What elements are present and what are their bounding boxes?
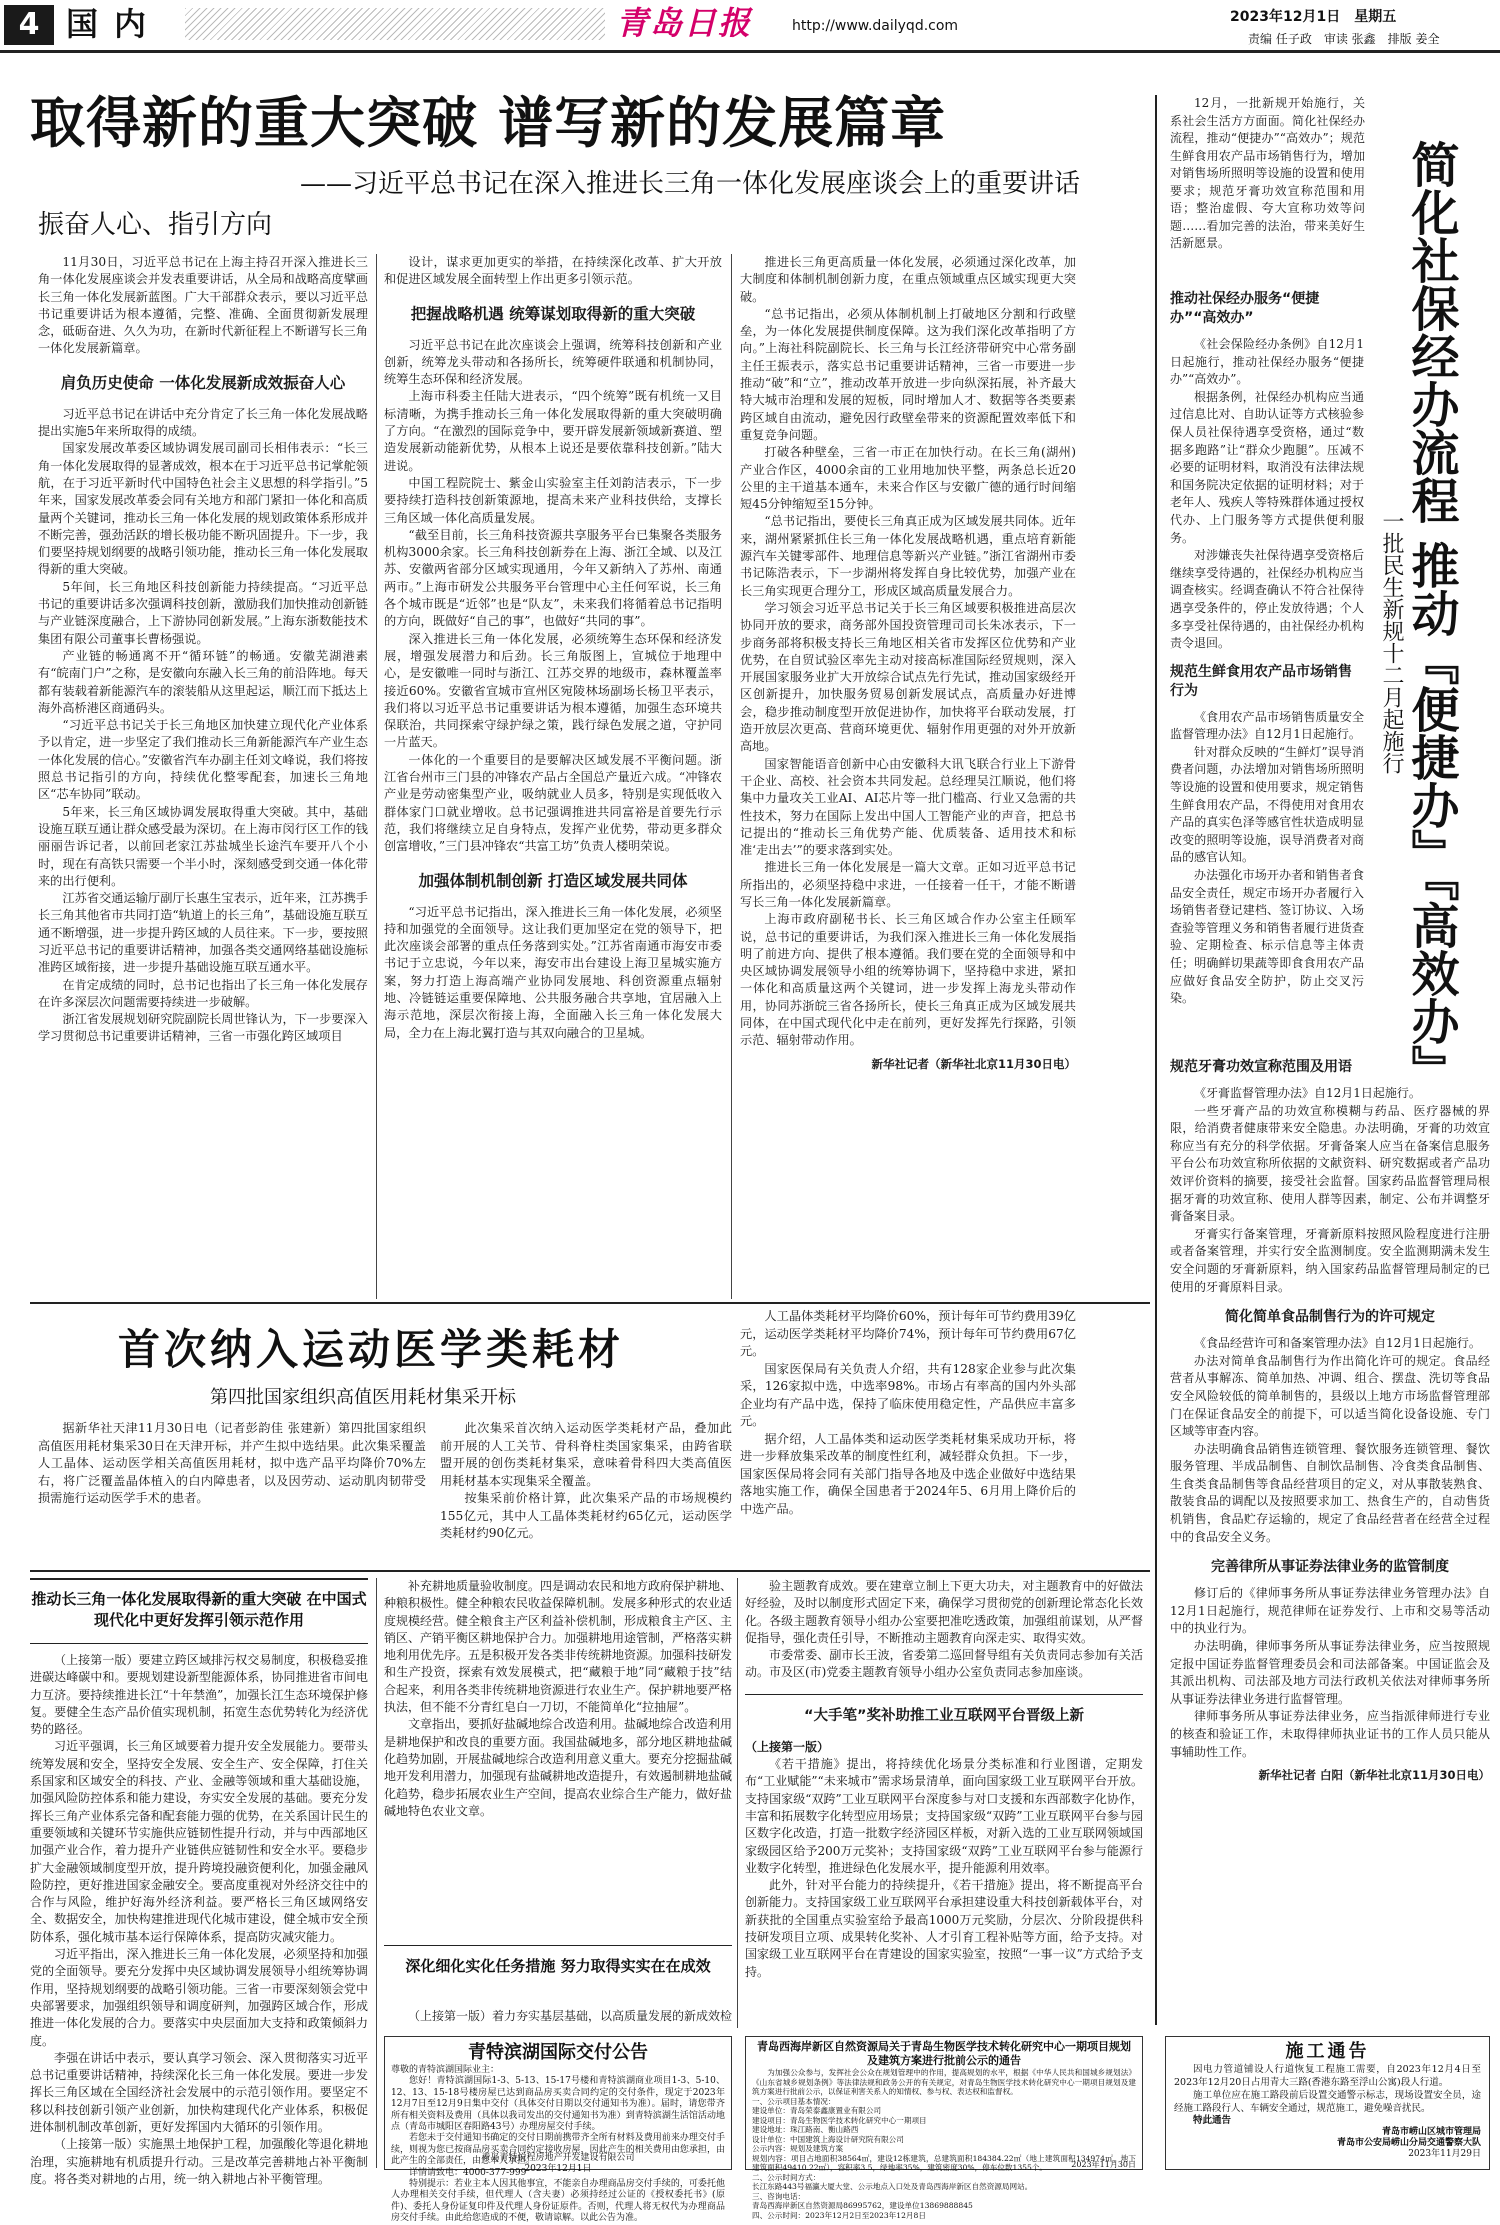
paragraph: 推进长三角一体化发展是一篇大文章。正如习近平总书记所指出的，必须坚持稳中求进，一任接着一任干，才能不断谱写长三角一体化发展新篇章。 <box>740 860 1076 909</box>
second-col-3 <box>740 1308 1076 1563</box>
paragraph: 牙膏实行备案管理，牙膏新原料按照风险程度进行注册或者备案管理，并实行安全监测制度。安全监测期满未发生安全问题的牙膏新原料，纳入国家药品监督管理局制定的已使用的牙膏原料目录。 <box>1170 1226 1490 1294</box>
paragraph: （上接第一版）实施黑土地保护工程，加强酸化等退化耕地治理，实施耕地有机质提升行动。三是改革完善耕地占补平衡制度。将各类对耕地的占用，统一纳入耕地占补平衡管理。 <box>30 2137 368 2186</box>
page-header <box>0 0 1500 50</box>
paragraph: “习近平总书记指出，深入推进长三角一体化发展，必须坚持和加强党的全面领导。这让我们更加坚定在党的领导下，把此次座谈会部署的重点任务落到实处。”江苏省南通市海安市委书记于立忠说，今年以来，海安市出台建设上海卫星城实施方案，努力打造上海高端产业协同发展地、科创资源重点辐射地、冷链链运重要保障地、公共服务融合共享地，宜居融入上海示范地，深层次衔接上海，全面融入长三角一体化发展大局，全力在上海北翼打造与其双向融合的卫星城。 <box>384 904 722 1040</box>
cont2-subhead: “大手笔”奖补助推工业互联网平台晋级上新 <box>745 1694 1143 1727</box>
section-rule <box>30 1570 1150 1572</box>
header-hatch <box>185 8 605 40</box>
sidebar-subtitle: 一批民生新规十二月起施行 <box>1379 510 1404 774</box>
paragraph: 上海市政府副秘书长、长三角区域合作办公室主任顾军说，总书记的重要讲话，为我们深入推进长三角一体化发展指明了前进方向、提供了根本遵循。我们要在党的全面领导和中央区域协调发展领导小组的统筹协调下，坚持稳中求进，紧扣一体化和高质量这两个关键词，进一步发挥上海龙头带动作用，协同苏浙皖三省各扬所长，使长三角真正成为区域发展共同体，在中国式现代化中走在前列，更好发挥先行探路，引领示范、辐射带动作用。 <box>740 912 1076 1048</box>
paragraph: 学习领会习近平总书记关于长三角区域要积极推进高层次协同开放的要求，商务部外国投资管理司司长朱冰表示，下一步商务部将积极支持长三角地区相关省市发挥区位优势和产业优势，在自贸试验区率先主动对接高标准国际经贸规则，深入开展国家服务业扩大开放综合试点先行先试，推动国家级经开区创新提升，加快服务贸易创新发展试点，高质量办好进博会，稳步推动制度型开放促进协作，加快将平台联动发展，打造开放层次更高、营商环境更优、辐射作用更强的对外开放新高地。 <box>740 600 1076 754</box>
paragraph: 国家智能语音创新中心由安徽科大讯飞联合行业上下游骨干企业、高校、社会资本共同发起。总经理吴江顺说，他们将集中力量攻关工业AI、AI芯片等一批门槛高、行业又急需的共性技术，努力在国际上发出中国人工智能产业的声音，把总书记提出的“推动长三角优势产能、优质装备、适用技术和标准‘走出去’”的要求落到实处。 <box>740 756 1076 858</box>
lead-col-1 <box>38 254 368 1299</box>
cont1-headline: 推动长三角一体化发展取得新的重大突破 在中国式现代化中更好发挥引领示范作用 <box>31 1590 367 1629</box>
paragraph: 根据条例，社保经办机构应当通过信息比对、自助认证等方式核验参保人员社保待遇享受资格，通过“数据多跑路”让“群众少跑腿”。压减不必要的证明材料，取消没有法律法规和国务院决定依据的证明材料；对于老年人、残疾人等特殊群体通过授权代办、上门服务等方式提供便利服务。 <box>1170 389 1364 545</box>
paragraph: 详情请致电：4000-377-999 <box>409 2167 527 2178</box>
cont1-col-2 <box>384 1578 732 1938</box>
paragraph: 国家发展改革委区域协调发展司副司长相伟表示：“长三角一体化发展取得的显著成效，根本在于习近平总书记掌舵领航，在于习近平新时代中国特色社会主义思想的科学指引。”5年来，国家发展改革委会同有关地方和部门紧扣一体化和高质量两个关键词，推动长三角一体化发展的规划政策体系形成并不断完善，强劲活跃的增长极功能不断巩固提升。下一步，我们要坚持规划纲要的战略引领功能，推动长三角一体化发展取得新的重大突破。 <box>38 441 368 577</box>
header-rule <box>0 50 1500 53</box>
second-col-2 <box>440 1420 732 1560</box>
paragraph: 补充耕地质量验收制度。四是调动农民和地方政府保护耕地、种粮积极性。健全种粮农民收益保障机制。发展多种形式的农业适度规模经营。健全粮食主产区利益补偿机制，形成粮食主产区、主销区、产销平衡区耕地保护合力。加强耕地用途管制，严格落实耕地利用优先序。五是积极开发各类非传统耕地资源。加强科技研发和生产投资，探索有效发展模式，把“藏粮于地”同“藏粮于技”结合起来，利用各类非传统耕地资源进行农业生产。保护耕地要严格执法，但不能不分青红皂白一刀切，不能简单化“拉抽屉”。 <box>384 1579 733 1715</box>
cont1-headline-box <box>30 1578 368 1644</box>
paragraph: 习近平强调，长三角区域要着力提升安全发展能力。要带头统筹发展和安全，坚持安全发展、安全生产、安全保障，打住关系国家和区域安全的科技、产业、金融等领域和重大基础设施，加强风险防控体系和能力建设，夯实安全发展的基础。要充分发挥长三角产业体系完备和配套能力强的优势，在关系国计民生的重要领域和关键环节实施供应链韧性提升行动，并与中西部地区加强产业合作，着力提升产业链供应链韧性和安全水平。要稳步扩大金融领域制度型开放，提升跨境投融资便利化，加强金融风险防控，更好推进国家金融安全。要高度重视对外经济交往中的合作与风险，维护好海外经济利益。要严格长三角区域网络安全、数据安全，加快构建推进现代化城市建设，健全城市安全预防体系，强化城市基本运行保障体系，提高防灾减灾能力。 <box>30 1739 368 1944</box>
lead-headline: 取得新的重大突破 谱写新的发展篇章 <box>30 91 947 155</box>
page-number: 4 <box>4 5 54 45</box>
paragraph: 5年来，长三角区域协调发展取得重大突破。其中，基础设施互联互通让群众感受最为深切。在上海市闵行区工作的钱丽丽告诉记者，以前回老家江苏盐城坐长途汽车要开八个小时，现在有高铁只需要一个半小时，深刻感受到交通一体化带来的出行便利。 <box>38 804 368 888</box>
cont2-col <box>745 1578 1143 2028</box>
paragraph: 国家医保局有关负责人介绍，共有128家企业参与此次集采，126家拟中选，中选率98%。市场占有率高的国内外头部企业均有产品中选，保持了临床使用稳定性，产品供应丰富多元。 <box>740 1361 1076 1428</box>
paragraph: 中国工程院院士、紫金山实验室主任刘韵洁表示，下一步要持续打造科技创新策源地，提高未来产业科技供给，支撑长三角区域一体化高质量发展。 <box>384 475 722 525</box>
second-col-1 <box>38 1420 426 1560</box>
paragraph: 江苏省交通运输厅副厅长惠生宝表示，近年来，江苏携手长三角其他省市共同打造“轨道上的长三角”，基础设施互联互通不断增强，进一步提升跨区域的人员往来。下一步，要按照习近平总书记的重要讲话精神，加强各类交通网络基础设施标准跨区域衔接，进一步提升基础设施互联互通水平。 <box>38 891 368 975</box>
paragraph: 浙江省发展规划研究院副院长周世锋认为，下一步要深入学习贯彻总书记重要讲话精神，三省一市强化跨区域项目 <box>38 1012 368 1044</box>
paragraph: 打破各种壁垒，三省一市正在加快行动。在长三角(湖州)产业合作区，4000余亩的工业用地加快平整，两条总长近20公里的主干道基本通车，未来合作区与安徽广德的通行时间缩短45分钟缩短至15分钟。 <box>740 445 1076 512</box>
paragraph: 因电力管道铺设人行道恢复工程施工需要，自2023年12月4日至2023年12月20日占用青大三路(香港东路至浮山公寓)段人行道。 <box>1174 2064 1481 2088</box>
paragraph: 青岛西海岸新区自然资源局86995762，建设单位13869888845 <box>752 2201 973 2210</box>
sidebar-body-1 <box>1170 290 1364 1050</box>
ad-signer: 青岛青特悦程房地产开发建设有限公司 <box>481 2153 635 2163</box>
paragraph: 办法明确，律师事务所从事证券法律业务，应当按照规定报中国证券监督管理委员会和司法部备案。中国证监会及其派出机构、司法部及地方司法行政机关依法对律师事务所从事证券法律业务进行监督管理。 <box>1170 1639 1490 1706</box>
paragraph: 习近平指出，深入推进长三角一体化发展，必须坚持和加强党的全面领导。要充分发挥中央区域协调发展领导小组统筹协调作用，坚持规划纲要的战略引领功能。三省一市要深刻领会党中央部署要求，加强组织领导和调度研判，加强跨区域合作，形成推进一体化发展的合力。要落实中央层面加大支持和政策倾斜力度。 <box>30 1947 368 2048</box>
paragraph: 《食品经营许可和备案管理办法》自12月1日起施行。 <box>1194 1336 1481 1351</box>
paragraph: “截至目前，长三角科技资源共享服务平台已集聚各类服务机构3000余家。长三角科技创新券在上海、浙江全域、以及江苏、安徽两省部分区域实现通用，今年又新纳入了苏州、南通两市。”上海市研发公共服务平台管理中心主任何军说，长三角各个城市既是“近邻”也是“队友”，未来我们将循着总书记指明的方向，既做好“自己的事”，也做好“共同的事”。 <box>384 527 722 629</box>
editor-credits: 责编 任子政 审读 张鑫 排版 姜全 <box>1248 32 1440 46</box>
paragraph: （上接第一版）着力夯实基层基础，以高质量发展的新成效检 <box>408 2009 733 2023</box>
ad-signer: 青岛市公安局崂山分局交通警察大队 <box>1336 2138 1481 2148</box>
paragraph: 在肯定成绩的同时，总书记也指出了长三角一体化发展存在许多深层次问题需要持续进一步破解。 <box>38 977 368 1009</box>
sidebar-subhead: 规范生鲜食用农产品市场销售行为 <box>1170 663 1352 699</box>
paragraph: 建设地址：珠江路南、衡山路西 <box>752 2125 859 2134</box>
paragraph: 按集采前价格计算，此次集采产品的市场规模约155亿元，其中人工晶体类耗材约65亿元，运动医学类耗材约90亿元。 <box>440 1491 732 1540</box>
sidebar-divider <box>1155 95 1157 2025</box>
paragraph: 律师事务所从事证券法律业务，应当指派律师进行专业的核查和验证工作，未取得律师执业证书的工作人员只能从事辅助性工作。 <box>1170 1709 1490 1759</box>
paragraph: 深入推进长三角一体化发展，必须统筹生态环保和经济发展，增强发展潜力和后劲。长三角版图上，宣城位于地理中心，是安徽唯一同时与浙江、江苏交界的地级市，森林覆盖率接近60%。安徽省宣城市宣州区宛陵林场副场长杨卫平表示，我们将以习近平总书记重要讲话为根本遵循，加强生态环境共保联治，共同探索守绿护绿之策，践行绿色发展之道，守护同一片蓝天。 <box>384 631 722 750</box>
paragraph: “习近平总书记关于长三角地区加快建立现代化产业体系予以肯定，进一步坚定了我们推动长三角新能源汽车产业生态一体化发展的信心。”安徽省汽车办副主任刘文峰说，我们将按照总书记指引的方向，持续优化整零配套，加速长三角地区“芯车协同”联动。 <box>38 718 368 802</box>
sidebar-subhead: 简化简单食品制售行为的许可规定 <box>1225 1309 1435 1326</box>
paragraph: 据新华社天津11月30日电（记者彭韵佳 张建新）第四批国家组织高值医用耗材集采30日在天津开标，并产生拟中选结果。此次集采覆盖人工晶体、运动医学相关高值医用耗材，拟中选产品平均降价70%左右，将广泛覆盖晶体植入的白内障患者，以及因劳动、运动肌肉韧带受损需施行运动医学手术的患者。 <box>38 1421 426 1505</box>
cont1-col-1 <box>30 1652 368 2186</box>
paragraph: 办法明确食品销售连锁管理、餐饮服务连锁管理、餐饮服务管理、半成品制售、自制饮品制售、冷食类食品制售、生食类食品制售等食品经营项目的定义，对从事散装熟食、散装食品的调配以及按照要求加工、热食生产的，自动售货机销售，食品贮存运输的，规定了食品经营者在经营全过程中的食品安全义务。 <box>1170 1441 1490 1544</box>
paragraph: 《食用农产品市场销售质量安全监督管理办法》自12月1日起施行。 <box>1170 709 1364 742</box>
ad-planning-notice <box>745 2036 1143 2220</box>
paragraph: “总书记指出，必须从体制机制上打破地区分割和行政壁垒，为一体化发展提供制度保障。这为我们深化改革指明了方向。”上海社科院副院长、长三角与长江经济带研究中心常务副主任王振表示，落实总书记重要讲话精神，三省一市要进一步推动“破”和“立”，推动改革开放进一步向纵深拓展，补齐最大特大城市治理和发展的短板，同时增加人才、数据等各类要素跨区域自由流动，避免因行政壁垒带来的资源配置效率低下和重复竞争问题。 <box>740 306 1076 442</box>
paragraph: 一、公示项目基本情况： <box>752 2096 836 2106</box>
issue-date <box>1230 6 1396 26</box>
ad-date: 2023年11月29日 <box>1408 2149 1481 2159</box>
paragraph: （上接第一版）要建立跨区域排污权交易制度，积极稳妥推进碳达峰碳中和。要规划建设新型能源体系，协同推进省市间电力互济。要持续推进长江“十年禁渔”，加强长江生态环境保护修复。要健全生态产品价值实现机制，拓宽生态优势转化为经济优势的路径。 <box>30 1653 368 1737</box>
paragraph: 一体化的一个重要目的是要解决区域发展不平衡问题。浙江省台州市三门县的冲锋农产品占全国总产量近六成。“冲锋农产业是劳动密集型产业，吸纳就业人员多，特别是实现低收入群体家门口就业增收。总书记强调推进共同富裕是首要先行示范，我们将继续立足自身特点，发挥产业优势，带动更多群众创富增收，”三门县冲锋农“共富工坊”负责人楼明荣说。 <box>384 752 722 854</box>
sidebar-byline: 新华社记者 白阳（新华社北京11月30日电） <box>1258 1768 1490 1783</box>
ad-notice: 特此通告 <box>1193 2115 1232 2126</box>
paragraph: 尊敬的青特滨湖国际业主： <box>391 2065 500 2075</box>
ad-construction-notice <box>1165 2036 1490 2170</box>
paragraph: 二、公示时间方式： <box>752 2172 821 2182</box>
ad-date: 2023年11月30日 <box>1071 2160 1136 2169</box>
paragraph: 规划内容：项目占地面积38564㎡，建设12栋建筑，总建筑面积184384.22㎡（地上建筑面积134974㎡，地下建筑面积49410.22㎡），容积率3.5，绿地率35%，建筑密度30%，停车位数1355个。 <box>752 2153 1136 2172</box>
column-divider <box>376 1578 377 2168</box>
sidebar-subhead: 完善律所从事证券法律业务的监管制度 <box>1211 1559 1449 1576</box>
paragraph: 对涉嫌丧失社保待遇享受资格后继续享受待遇的，社保经办机构应当调查核实。经调查确认不符合社保待遇享受条件的，停止发放待遇；个人多享受社保待遇的，由社保经办机构责令退回。 <box>1170 548 1364 651</box>
lead-deck-2: 振奋人心、指引方向 <box>38 210 273 240</box>
column-divider <box>376 254 377 1299</box>
paragraph: 四、公示时间：2023年12月2日至2023年12月8日 <box>752 2210 926 2220</box>
paragraph: 建设项目：青岛生物医学技术转化研究中心一期项目 <box>752 2115 927 2125</box>
paragraph: 修订后的《律师事务所从事证券法律业务管理办法》自12月1日起施行，规范律师在证券发行、上市和交易等活动中的执业行为。 <box>1170 1586 1490 1636</box>
sidebar-intro <box>1170 95 1365 280</box>
paragraph: 此次集采首次纳入运动医学类耗材产品，叠加此前开展的人工关节、骨科脊柱类国家集采，由跨省联盟开展的创伤类耗材集采，意味着骨科四大类高值医用耗材基本实现集采全覆盖。 <box>440 1421 732 1488</box>
weekday-text: 星期五 <box>1354 9 1397 25</box>
lead-byline: 新华社记者（新华社北京11月30日电） <box>871 1056 1076 1071</box>
sidebar-subhead: 推动社保经办服务“便捷办”“高效办” <box>1170 291 1320 326</box>
lead-subhead-3: 加强体制机制创新 打造区域发展共同体 <box>418 871 688 890</box>
paragraph: 李强在讲话中表示，要认真学习领会、深入贯彻落实习近平总书记重要讲话精神，持续深化长三角一体化发展。要进一步发挥长三角区域在全国经济社会发展中的示范引领作用。要坚定不移以科技创新引领产业创新，加快构建现代化产业体系，积极促进体制机制改革创新，更好发挥国内大循环的引领作用。 <box>30 2050 368 2135</box>
lead-col-2 <box>384 254 722 1299</box>
lead-subhead-2: 把握战略机遇 统筹谋划取得新的重大突破 <box>410 304 696 323</box>
paragraph: 办法对简单食品制售行为作出简化许可的规定。食品经营者从事解冻、简单加热、冲调、组合、摆盘、洗切等食品安全风险较低的简单制售的，县级以上地方市场监督管理部门在保证食品安全的前提下，可以适当简化设备设施、专门区域等审查内容。 <box>1170 1353 1490 1439</box>
lead-col-3 <box>740 254 1076 1299</box>
paragraph: 习近平总书记在此次座谈会上强调，统筹科技创新和产业创新，统筹龙头带动和各扬所长，统筹硬件联通和机制协同，统筹生态环保和经济发展。 <box>384 337 722 387</box>
website-url[interactable]: http://www.dailyqd.com <box>792 18 959 34</box>
masthead-logo: 青岛日报 <box>616 4 753 42</box>
paragraph: 三、咨询电话： <box>752 2191 806 2201</box>
column-divider <box>731 254 732 1299</box>
paragraph: 习近平总书记在讲话中充分肯定了长三角一体化发展战略提出实施5年来所取得的成绩。 <box>38 406 368 439</box>
sidebar-body-2 <box>1170 1058 1490 2033</box>
sidebar-title: 简化社保经办流程 推动『便捷办』『高效办』 <box>1403 140 1459 1093</box>
paragraph: 产业链的畅通离不开“循环链”的畅通。安徽芜湖港素有“皖南门户”之称，是安徽向东融入长三角的前沿阵地。每天都有装载着新能源汽车的滚装船从这里起运，顺江而下抵达上海外高桥港区商通码头。 <box>38 648 368 715</box>
paragraph: 《若干措施》提出，将持续优化场景分类标准和行业图谱，定期发布“工业赋能”“未来城市”需求场景清单，面向国家级工业互联网平台开放。支持国家级“双跨”工业互联网平台深度参与对口支援和东西部数字化协作，丰富和拓展数字化转型应用场景；支持国家级“双跨”工业互联网平台参与园区数字化改造，打造一批数字经济园区样板，对新入选的工业互联网领域国家级园区给予200万元奖补；支持国家级“双跨”工业互联网平台参与能源行业数字化转型，推进绿色化发展水平，提升能源利用效率。 <box>745 1757 1143 1875</box>
paragraph: 一些牙膏产品的功效宣称模糊与药品、医疗器械的界限，给消费者健康带来安全隐患。办法明确，牙膏的功效宣称应当有充分的科学依据。牙膏备案人应当在备案信息服务平台公布功效宣称所依据的文献资料、研究数据或者产品功效评价资料的摘要，接受社会监督。国家药品监督管理局根据牙膏的功效宣称、使用人群等因素，制定、公布并调整牙膏备案目录。 <box>1170 1103 1490 1224</box>
paragraph: “总书记指出，要使长三角真正成为区域发展共同体。近年来，湖州紧紧抓住长三角一体化发展战略机遇，重点培育新能源汽车关键零部件、地理信息等新兴产业链。”浙江省湖州市委书记陈浩表示，下一步湖州将发挥自身比较优势，加强产业在长三角实现更合理分工，形成区域高质量发展合力。 <box>740 514 1076 598</box>
paragraph: 您好！青特滨湖国际1-3、5-13、15-17号楼和青特滨湖商业项目1-3、5-10、12、13、15-18号楼房屋已达到商品房买卖合同约定的交付条件，现定于2023年12月7日至12月9日集中交付（具体交付日期以交付通知书为准）。届时，请您带齐所有相关资料及费用（具体以我司发出的交付通知书为准）到青特滨湖生活馆活动地点（青岛市城阳区春阳路43号）办理房屋交付手续。 <box>391 2076 725 2133</box>
lead-deck: ——习近平总书记在深入推进长三角一体化发展座谈会上的重要讲话 <box>300 169 1081 199</box>
section-rule <box>30 1302 1150 1304</box>
paragraph: 验主题教育成效。要在建章立制上下更大功夫，对主题教育中的好做法好经验，及时以制度形式固定下来，确保学习贯彻党的创新理论常态化长效化。各级主题教育领导小组办公室要把准吃透政策，加强组前谋划，从严督促指导，强化责任引导，不断推动主题教育向深走实、取得实效。 <box>745 1579 1143 1645</box>
paragraph: 特别提示：若业主本人因其他事宜，不能亲自办理商品房交付手续的，可委托他人办理相关交付手续，但代理人（含夫妻）必须持经过公证的《授权委托书》(原件)、委托人身份证复印件及代理人身份证原件。否则，代理人将无权代为办理商品房交付手续。由此给您造成的不便，敬请谅解。以此公告为准。 <box>391 2179 725 2224</box>
paragraph: 上海市科委主任陆大进表示，“四个统筹”既有机统一又目标清晰，为携手推动长三角一体化发展取得新的重大突破明确了方向。“在激烈的国际竞争中，要开辟发展新领域新赛道、塑造发展新动能新优势，从根本上说还是要依靠科技创新。”陆大进说。 <box>384 389 722 473</box>
paragraph: 文章指出，要抓好盐碱地综合改造利用。盐碱地综合改造利用是耕地保护和改良的重要方面。我国盐碱地多，部分地区耕地盐碱化趋势加剧，开展盐碱地综合改造利用意义重大。要充分挖掘盐碱地开发利用潜力，加强现有盐碱耕地改造提升，有效遏制耕地盐碱化趋势，稳步拓展农业生产空间，提高农业综合生产能力，做好盐碱地特色农业文章。 <box>384 1717 733 1818</box>
ad-date: 2023年12月1日 <box>524 2164 592 2174</box>
ad-body <box>1174 2063 1481 2115</box>
date-text: 2023年12月1日 <box>1230 9 1341 25</box>
ad-delivery-notice <box>384 2036 732 2224</box>
ad-title: 青岛西海岸新区自然资源局关于青岛生物医学技术转化研究中心一期项目规划及建筑方案进行批前公示的通告 <box>757 2040 1131 2067</box>
second-subhead: 第四批国家组织高值医用耗材集采开标 <box>210 1387 516 1408</box>
paragraph: 5年间，长三角地区科技创新能力持续提高。“习近平总书记的重要讲话多次强调科技创新，激励我们加快推动创新链与产业链深度融合，上下游协同创新发展。”上海东浙数能技术集团有限公司董事长曹杨强说。 <box>38 579 368 646</box>
paragraph: 若您未于交付通知书确定的交付日期前携带齐全所有材料及费用前来办理交付手续，则视为您已按商品房买卖合同约定接收房屋，因此产生的相关费用由您承担，由此产生的全部责任，由您本人承担。 <box>391 2133 725 2167</box>
paragraph: 办法强化市场开办者和销售者食品安全责任，规定市场开办者履行入场销售者登记建档、签订协议、入场查验等管理义务和销售者履行进货查验、定期检查、标示信息等主体责任；明确鲜切果蔬等即食食用农产品应做好食品安全防护，防止交叉污染。 <box>1170 868 1364 1006</box>
cont1-closing-headline: 深化细化实化任务措施 努力取得实实在在成效 <box>384 1945 732 2005</box>
paragraph: 人工晶体类耗材平均降价60%，预计每年可节约费用39亿元，运动医学类耗材平均降价74%，预计每年可节约费用67亿元。 <box>740 1309 1076 1358</box>
sidebar-subhead: 规范牙膏功效宣称范围及用语 <box>1170 1059 1352 1075</box>
column-divider <box>737 1578 738 2028</box>
ad-title: 青特滨湖国际交付公告 <box>468 2042 648 2063</box>
paragraph: 据介绍，人工晶体类和运动医学类耗材集采成功开标，将进一步释放集采改革的制度性红利，减轻群众负担。下一步，国家医保局将会同有关部门指导各地及中选企业做好中选结果落地实施工作，确保全国患者于2024年5、6月用上降价后的中选产品。 <box>740 1431 1076 1516</box>
paragraph: 市委常委、副市长王波，省委第二巡回督导组有关负责同志参加有关活动。市及区(市)党委主题教育领导小组办公室负责同志参加座谈。 <box>745 1648 1143 1680</box>
paragraph: 设计，谋求更加更实的举措，在持续深化改革、扩大开放和促进区域发展全面转型上作出更多引领示范。 <box>384 255 722 287</box>
ad-signer: 青岛市崂山区城市管理局 <box>1381 2127 1481 2137</box>
paragraph: 《牙膏监督管理办法》自12月1日起施行。 <box>1194 1086 1421 1100</box>
paragraph: （上接第一版） <box>745 1739 830 1754</box>
second-headline: 首次纳入运动医学类耗材 <box>118 1325 625 1374</box>
paragraph: 《社会保险经办条例》自12月1日起施行，推动社保经办服务“便捷办”“高效办”。 <box>1170 337 1364 387</box>
paragraph: 施工单位应在施工路段前后设置交通警示标志，现场设置安全员，途经施工路段行人、车辆安全通过，规范施工，避免噪音扰民。 <box>1174 2090 1481 2114</box>
paragraph: 长江东路443号福瀛大厦大堂、公示地点入口处及青岛西海岸新区自然资源局网站。 <box>752 2182 1033 2191</box>
section-name: 国内 <box>66 5 163 43</box>
paragraph: 针对群众反映的“生鲜灯”误导消费者问题，办法增加对销售场所照明等设施的设置和使用要求，规定销售生鲜食用农产品，不得使用对食用农产品的真实色泽等感官性状造成明显改变的照明等设施，误导消费者对商品的感官认知。 <box>1170 744 1364 865</box>
cont1-closing-body <box>384 2008 732 2030</box>
lead-subhead-1: 肩负历史使命 一体化发展新成效振奋人心 <box>60 373 346 392</box>
paragraph: 为加强公众参与，发挥社会公众在规划管理中的作用，提高规划的水平，根据《中华人民共和国城乡规划法》《山东省城乡规划条例》等法律法规和政务公开的有关规定，对青岛生物医学技术转化研究中心一期项目规划及建筑方案进行批前公示，以保证利害关系人的知情权、参与权、表达权和监督权。 <box>752 2068 1136 2096</box>
paragraph: 11月30日，习近平总书记在上海主持召开深入推进长三角一体化发展座谈会并发表重要讲话，从全局和战略高度擘画长三角一体化发展新蓝图。广大干部群众表示，要以习近平总书记重要讲话为根本遵循，完整、准确、全面贯彻新发展理念，砥砺奋进、久久为功，在新时代新征程上不断谱写长三角一体化发展新篇章。 <box>38 255 368 356</box>
paragraph: 12月，一批新规开始施行，关系社会生活方方面面。简化社保经办流程，推动“便捷办”“高效办”；规范生鲜食用农产品市场销售行为，增加对销售场所照明等设施的设置和使用要求；规范牙膏功效宣称范围和用语；整治虚假、夸大宣称功效等问题……看加完善的法治，带来美好生活新愿景。 <box>1170 96 1365 250</box>
paragraph: 公示内容：规划及建筑方案 <box>752 2144 844 2153</box>
paragraph: 此外，针对平台能力的持续提升，《若干措施》提出，将不断提高平台创新能力。支持国家级工业互联网平台承担建设重大科技创新载体平台，对新获批的全国重点实验室给予最高1000万元奖励，分层次、分阶段提供科技研发项目立项、成果转化奖补、人才引育工程补贴等方面，给予支持。对国家级工业互联网平台在青建设的国家实验室，按照“一事一议”方式给予支持。 <box>745 1878 1143 1979</box>
paragraph: 设计单位：中国建筑上海设计研究院有限公司 <box>752 2134 904 2144</box>
ad-title: 施工通告 <box>1285 2041 1370 2062</box>
paragraph: 推进长三角更高质量一体化发展，必须通过深化改革，加大制度和体制机制创新力度，在重点领域重点区域实现更大突破。 <box>740 255 1076 304</box>
paragraph: 建设单位：青岛荣泰鑫康置业有限公司 <box>752 2106 882 2115</box>
